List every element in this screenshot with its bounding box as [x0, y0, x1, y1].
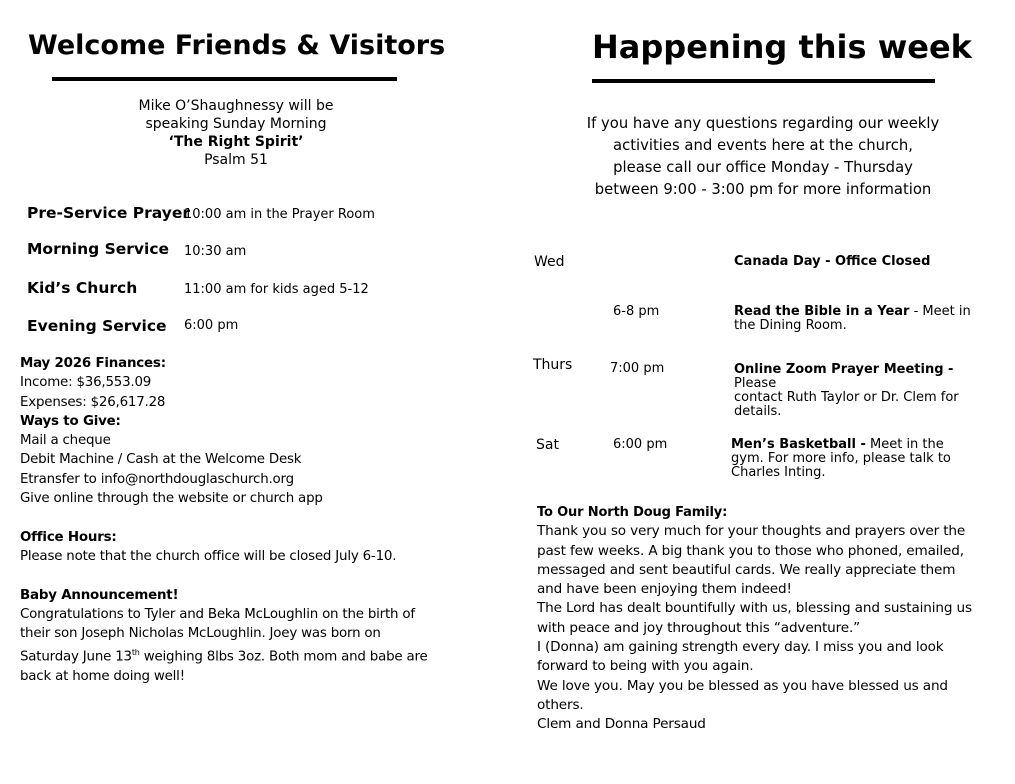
time-bible-reading: 6-8 pm	[613, 304, 660, 319]
time-zoom-prayer: 7:00 pm	[610, 361, 665, 376]
event-mens-basketball	[731, 438, 991, 480]
contact-line: activities and events here at the church,	[613, 137, 913, 154]
event-mens-basketball-detail: Meet in the	[865, 437, 944, 452]
event-mens-basketball-title: Men’s Basketball -	[731, 437, 866, 452]
giving-item: Debit Machine / Cash at the Welcome Desk	[20, 452, 302, 468]
giving-item: Give online through the website or church app	[20, 491, 323, 507]
event-mens-basketball-detail: Charles Inting.	[731, 465, 826, 480]
day-thurs: Thurs	[533, 357, 573, 373]
sermon-announcement	[100, 97, 372, 169]
event-bible-reading-detail: - Meet in	[909, 304, 971, 319]
family-letter	[537, 503, 1007, 735]
event-zoom-prayer	[734, 363, 994, 419]
day-sat: Sat	[536, 437, 559, 453]
contact-line: If you have any questions regarding our weekly	[586, 115, 940, 132]
family-letter-line: and have been enjoying them indeed!	[537, 581, 792, 598]
family-letter-line: We love you. May you be blessed as you have blessed us and	[537, 677, 948, 694]
baby-date-suffix: th	[131, 648, 140, 658]
event-bible-reading-detail: the Dining Room.	[734, 318, 847, 333]
finances-heading: May 2026 Finances:	[20, 356, 166, 371]
office-contact-info	[548, 113, 978, 201]
family-letter-signature: Clem and Donna Persaud	[537, 716, 706, 733]
family-letter-line: forward to being with you again.	[537, 658, 754, 675]
baby-announcement-line: Congratulations to Tyler and Beka McLoughlin on the birth of	[20, 606, 415, 622]
service-label-evening-service: Evening Service	[27, 317, 167, 335]
family-letter-line: messaged and sent beautiful cards. We really appreciate them	[537, 561, 956, 578]
happening-title: Happening this week	[592, 28, 972, 66]
family-letter-line: with peace and joy throughout this “adventure.”	[537, 619, 861, 636]
time-mens-basketball: 6:00 pm	[613, 437, 668, 452]
service-time-pre-service-prayer: 10:00 am in the Prayer Room	[184, 207, 375, 222]
baby-announcement-line	[20, 643, 490, 667]
giving-item: Etransfer to info@northdouglaschurch.org	[20, 471, 294, 487]
finances-expenses: Expenses: $26,617.28	[20, 394, 166, 410]
event-zoom-prayer-detail: contact Ruth Taylor or Dr. Clem for	[734, 390, 959, 405]
family-letter-line: Thank you so very much for your thoughts and prayers over the	[537, 523, 966, 540]
finances-income: Income: $36,553.09	[20, 375, 152, 391]
sermon-line-1: Mike O’Shaughnessy will be	[138, 98, 334, 114]
family-letter-line: The Lord has dealt bountifully with us, blessing and sustaining us	[537, 600, 972, 617]
contact-line: please call our office Monday - Thursday	[613, 159, 913, 176]
baby-weight: weighing 8lbs 3oz. Both mom and babe are	[139, 649, 428, 665]
event-canada-day	[734, 255, 930, 269]
event-zoom-prayer-detail: details.	[734, 404, 782, 419]
baby-date: Saturday June 13	[20, 649, 132, 665]
announcements	[20, 354, 490, 687]
baby-announcement-line: back at home doing well!	[20, 669, 185, 685]
office-hours-text: Please note that the church office will be closed July 6-10.	[20, 548, 397, 564]
welcome-title: Welcome Friends & Visitors	[28, 30, 446, 61]
family-letter-line: others.	[537, 696, 584, 713]
service-time-morning-service: 10:30 am	[184, 244, 247, 259]
baby-announcement-heading: Baby Announcement!	[20, 587, 179, 603]
sermon-title: ‘The Right Spirit’	[168, 134, 304, 150]
service-label-pre-service-prayer: Pre-Service Prayer	[27, 204, 191, 222]
sermon-line-2: speaking Sunday Morning	[145, 116, 327, 132]
welcome-title-underline	[52, 77, 397, 81]
baby-announcement-line: their son Joseph Nicholas McLoughlin. Joey was born on	[20, 626, 381, 642]
day-wed: Wed	[534, 254, 565, 270]
service-label-kids-church: Kid’s Church	[27, 279, 138, 297]
sermon-scripture: Psalm 51	[204, 152, 268, 168]
service-time-kids-church: 11:00 am for kids aged 5-12	[184, 282, 369, 297]
giving-item: Mail a cheque	[20, 433, 111, 449]
event-bible-reading-title: Read the Bible in a Year	[734, 304, 910, 319]
event-zoom-prayer-detail: Please	[734, 376, 777, 391]
service-time-evening-service: 6:00 pm	[184, 318, 239, 333]
event-zoom-prayer-title: Online Zoom Prayer Meeting -	[734, 362, 954, 377]
event-mens-basketball-detail: gym. For more info, please talk to	[731, 451, 951, 466]
service-label-morning-service: Morning Service	[27, 240, 170, 258]
family-letter-heading: To Our North Doug Family:	[537, 505, 728, 520]
family-letter-line: I (Donna) am gaining strength every day. I miss you and look	[537, 639, 944, 656]
event-canada-day-title: Canada Day - Office Closed	[734, 254, 931, 269]
giving-heading: Ways to Give:	[20, 413, 121, 429]
event-bible-reading	[734, 305, 984, 333]
happening-title-underline	[592, 79, 935, 83]
office-hours-heading: Office Hours:	[20, 529, 117, 545]
contact-line: between 9:00 - 3:00 pm for more information	[594, 181, 932, 198]
family-letter-line: past few weeks. A big thank you to those who phoned, emailed,	[537, 542, 964, 559]
